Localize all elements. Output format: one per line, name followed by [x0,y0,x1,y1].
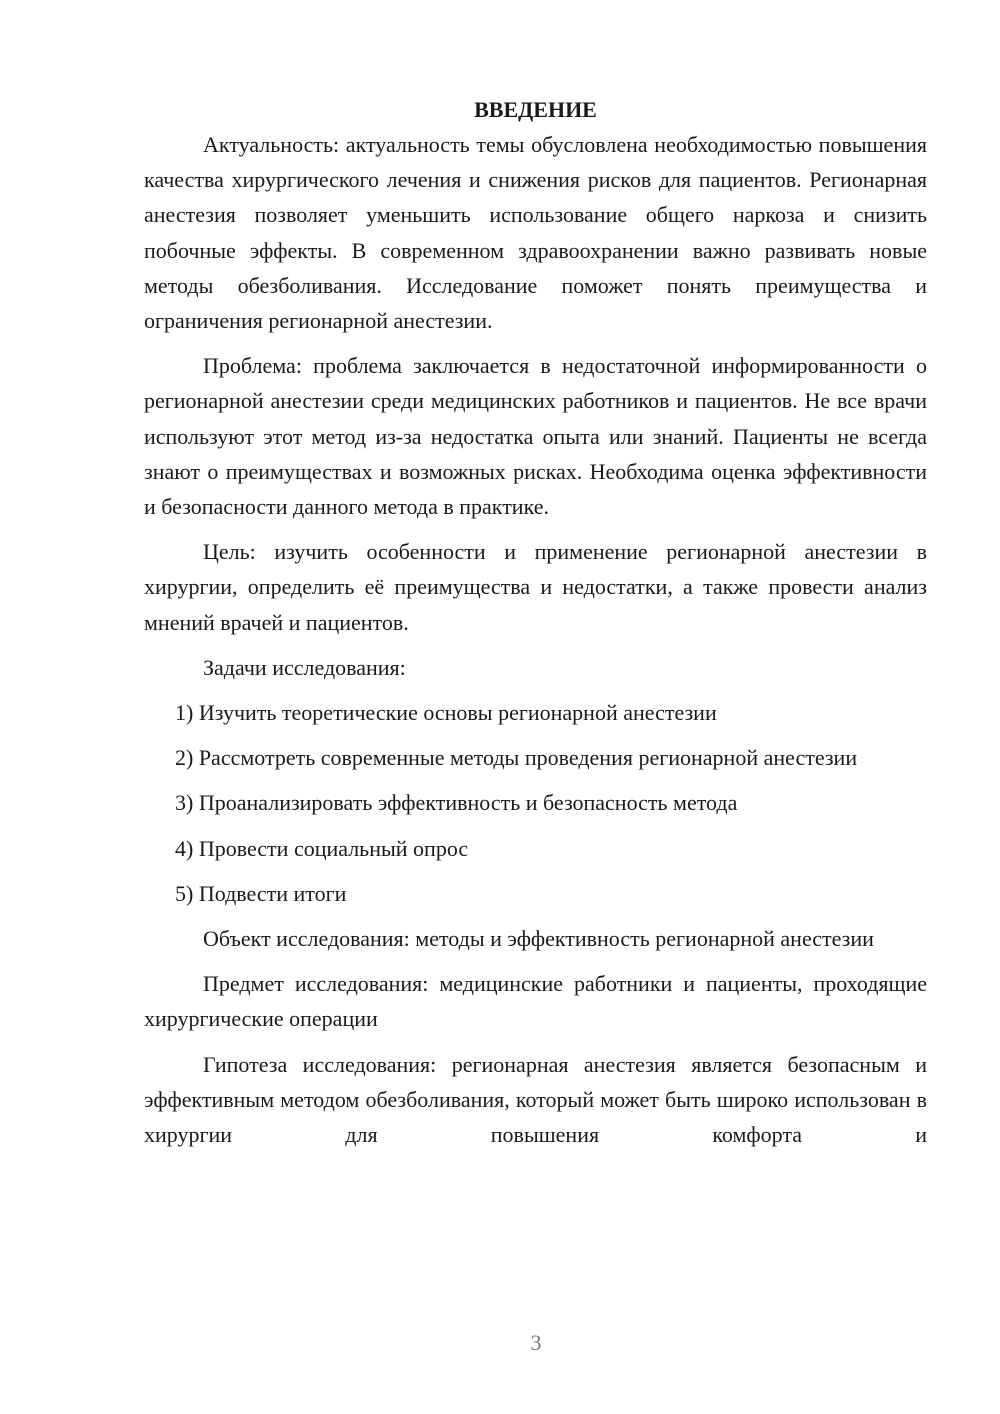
paragraph-tasks-heading: Задачи исследования: [203,654,406,680]
list-item: 3) Проанализировать эффективность и безопасность метода [175,790,738,816]
paragraph-hypothesis: Гипотеза исследования: регионарная анестезия является безопасным и эффективным методом обезболивания, который может быть широко использован в хирургии для повышения комфорта и [144,1051,927,1148]
paragraph-problem: Проблема: проблема заключается в недостаточной информированности о регионарной анестезии среди медицинских работников и пациентов. Не все врачи используют этот метод из-за недостатка опыта или знаний. Пациенты не всегда знают о преимуществах и возможных рисках. Необходима оценка эффективности и безопасности данного метода в практике. [144,353,927,520]
page-number: 3 [530,1330,542,1355]
list-item: 2) Рассмотреть современные методы проведения регионарной анестезии [175,745,858,771]
page-title: ВВЕДЕНИЕ [474,97,597,122]
paragraph-object: Объект исследования: методы и эффективность регионарной анестезии [203,926,874,952]
document-page [144,92,927,1152]
list-item: 5) Подвести итоги [175,880,347,906]
list-item: 4) Провести социальный опрос [175,835,469,861]
paragraph-goal: Цель: изучить особенности и применение регионарной анестезии в хирургии, определить её преимущества и недостатки, а также провести анализ мнений врачей и пациентов. [144,539,927,635]
list-item: 1) Изучить теоретические основы регионарной анестезии [175,700,717,726]
paragraph-relevance: Актуальность: актуальность темы обусловлена необходимостью повышения качества хирургического лечения и снижения рисков для пациентов. Регионарная анестезия позволяет уменьшить использование общего наркоза и снизить побочные эффекты. В современном здравоохранении важно развивать новые методы обезболивания. Исследование поможет понять преимущества и ограничения регионарной анестезии. [144,132,927,334]
paragraph-subject: Предмет исследования: медицинские работники и пациенты, проходящие хирургические операции [144,971,927,1032]
